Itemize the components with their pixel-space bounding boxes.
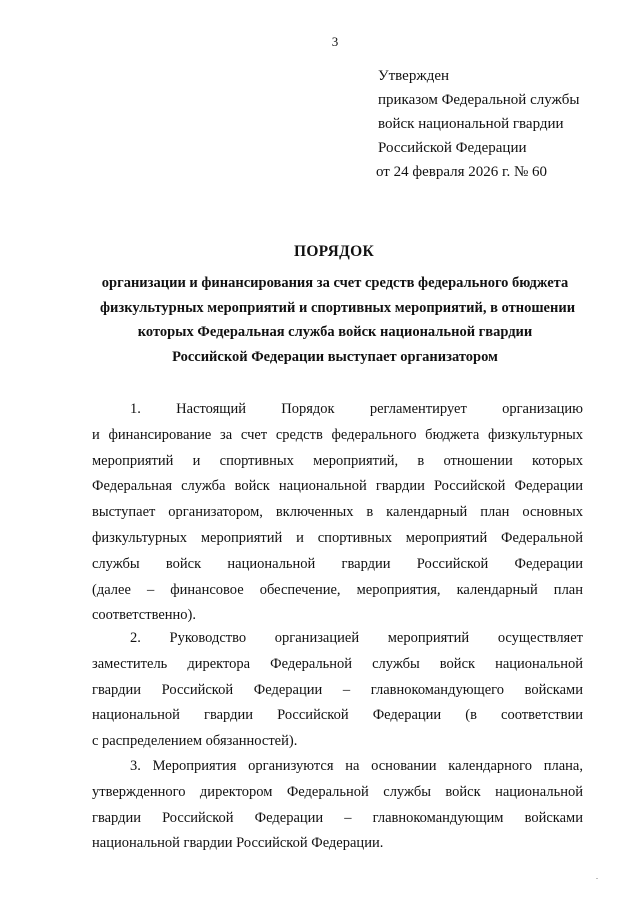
subtitle-line: организации и финансирования за счет средств федерального бюджета: [101, 275, 569, 291]
paragraph-line: выступает организатором, включенных в календарный план основных: [92, 504, 583, 521]
approval-line: приказом Федеральной службы: [378, 92, 580, 108]
subtitle-line: Российской Федерации выступает организатором: [172, 348, 498, 365]
corner-mark: .: [596, 872, 598, 881]
paragraph-line: 3. Мероприятия организуются на основании календарного плана,: [130, 758, 583, 774]
paragraph-line: гвардии Российской Федерации – главнокомандующего войсками: [92, 681, 583, 698]
approval-line: Российской Федерации: [378, 140, 527, 156]
paragraph-line: (далее – финансовое обеспечение, мероприятия, календарный план: [92, 581, 583, 598]
paragraph-line: с распределением обязанностей).: [92, 733, 298, 750]
approval-line: войск национальной гвардии: [378, 116, 564, 132]
paragraph-line: службы войск национальной гвардии Российской Федерации: [92, 555, 583, 572]
paragraph-line: заместитель директора Федеральной службы войск национальной: [92, 655, 583, 672]
approval-block: [378, 64, 579, 184]
paragraph-line: Федеральная служба войск национальной гвардии Российской Федерации: [92, 478, 583, 495]
approval-date-line: от 24 февраля 2026 г. № 60: [376, 164, 548, 180]
paragraph-line: 2. Руководство организацией мероприятий осуществляет: [130, 630, 583, 646]
subtitle-line: которых Федеральная служба войск национальной гвардии: [137, 324, 533, 340]
paragraph-line: национальной гвардии Российской Федерации (в соответствии: [92, 707, 583, 724]
page-number: 3: [331, 34, 339, 49]
paragraph-line: национальной гвардии Российской Федерации.: [92, 835, 384, 852]
paragraph-line: физкультурных мероприятий и спортивных мероприятий Федеральной: [92, 529, 583, 546]
paragraph-line: утвержденного директором Федеральной службы войск национальной: [92, 783, 583, 800]
paragraph-line: мероприятий и спортивных мероприятий, в отношении которых: [92, 452, 583, 469]
paragraph-line: и финансирование за счет средств федерального бюджета физкультурных: [92, 426, 583, 443]
paragraph-line: гвардии Российской Федерации – главнокомандующим войсками: [92, 809, 583, 826]
paragraph-line: 1. Настоящий Порядок регламентирует организацию: [130, 401, 583, 417]
document-subtitle: [100, 271, 576, 369]
paragraph-3: [92, 754, 583, 857]
paragraph-line: соответственно).: [92, 607, 196, 624]
paragraph-1: [92, 397, 583, 629]
paragraph-2: [92, 626, 583, 755]
subtitle-line: физкультурных мероприятий и спортивных мероприятий, в отношении: [100, 299, 576, 316]
approval-line: Утвержден: [378, 68, 450, 84]
document-title: ПОРЯДОК: [293, 243, 375, 260]
